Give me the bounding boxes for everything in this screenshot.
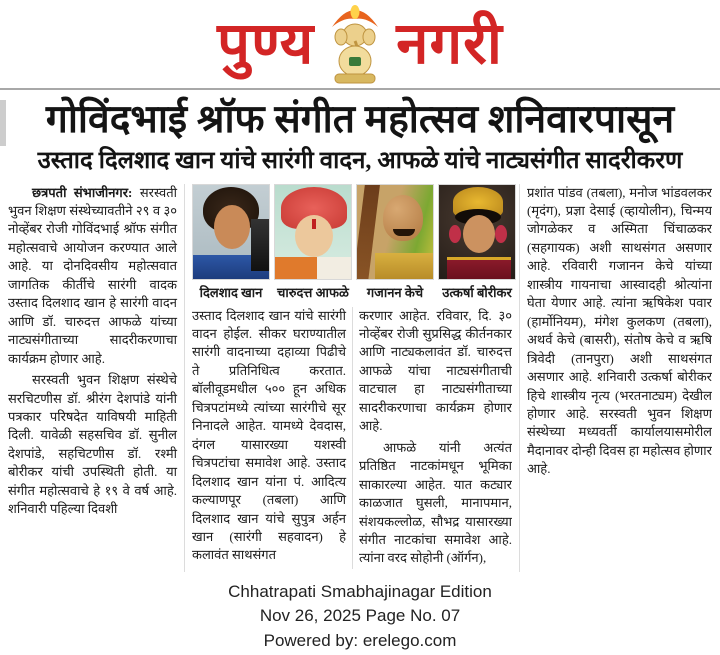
portrait-face [214, 205, 250, 249]
masthead-title-left: पुण्य [217, 11, 315, 76]
middle-text-columns [192, 307, 512, 569]
photo-strip [192, 184, 512, 301]
photo-dilshad-khan [192, 184, 270, 301]
portrait-clothing [275, 257, 351, 279]
text-column-3 [352, 307, 512, 569]
photo-caption: उत्कर्षा बोरीकर [442, 284, 512, 300]
portrait-clothing [375, 253, 434, 279]
edition-line: Chhatrapati Smabhajinagar Edition [228, 581, 492, 601]
article-body [0, 184, 720, 572]
photo-caption: गजानन केचे [366, 284, 424, 300]
portrait-tilak [312, 219, 316, 229]
paragraph-text: सरस्वती भुवन शिक्षण संस्थेच्यावतीने २९ व ३० नोव्हेंबर रोजी गोविंदभाई श्रॉफ संगीत महोत्सवाचे आयोजन करण्यात आले आहे. या दोनदिवसीय महोत्सवात जागतिक कीर्तीचे सारंगी वादक उस्ताद दिलशाद खान हे सारंगी वादन आणि डॉ. चारुदत्त आफळे यांच्या नाट्यसंगीताच्या सादरीकरणाचा कार्यक्रम होणार आहे. [8, 184, 178, 366]
paragraph: सरस्वती भुवन शिक्षण संस्थेचे सरचिटणीस डॉ. श्रीरंग देशपांडे यांनी पत्रकार परिषदेत याविषयी माहिती दिली. यावेळी सहसचिव डॉ. सुनील देशपांडे, सहचिटणीस डॉ. रश्मी बोरीकर यांची उपस्थिती होती. या संगीत महोत्सवाचे हे १९ वे वर्ष आहे. शनिवारी पहिल्या दिवशी [8, 372, 177, 517]
text-column-4 [520, 184, 712, 572]
masthead-divider [0, 88, 720, 90]
ganesha-icon [324, 1, 386, 87]
middle-section [184, 184, 520, 572]
headline: गोविंदभाई श्रॉफ संगीत महोत्सव शनिवारपासून [45, 98, 675, 141]
text-column-2 [192, 307, 352, 569]
paragraph: प्रशांत पांडव (तबला), मनोज भांडवलकर (मृदंग), प्रज्ञा देसाई (व्हायोलीन), चिन्मय जोगळेकर व अस्मिता चिंचाळकर (सहगायक) अशी साथसंगत असणार आहे. रविवारी गजानन केचे यांच्या शास्त्रीय गायनाचा आस्वादही श्रोत्यांना घेता येणार आहे. त्यांना ऋषिकेश पवार (हार्मोनियम), मंगेश कुलकण (तबला), अथर्व केचे (बासरी), संतोष केचे व ऋषि त्रिवेदी (तानपुरा) अशी साथसंगत असणार आहे. शनिवारी उत्कर्षा बोरीकर हिचे शास्त्रीय नृत्य (भरतनाट्यम) देखील होणार आहे. सरस्वती भुवन शिक्षण संस्थेच्या मध्यवर्ती कार्यालयासमोरील मैदानावर दोन्ही दिवस हा महोत्सव होणार आहे. [527, 184, 712, 477]
photo-gajanan-keche [356, 184, 434, 301]
portrait-clothing [447, 257, 511, 279]
portrait-mustache [393, 229, 415, 236]
scan-edge-artifact [0, 100, 6, 146]
powered-by-line: Powered by: erelego.com [263, 630, 457, 650]
photo-charudatta-aphale [274, 184, 352, 301]
portrait-image [274, 184, 352, 280]
masthead-title-right: नगरी [396, 11, 503, 76]
dateline: छत्रपती संभाजीनगर: [32, 184, 133, 200]
subheadline: उस्ताद दिलशाद खान यांचे सारंगी वादन, आफळे यांचे नाट्यसंगीत सादरीकरण [37, 147, 683, 174]
photo-caption: दिलशाद खान [199, 284, 263, 300]
paragraph: उस्ताद दिलशाद खान यांचे सारंगी वादन होईल. सीकर घराण्यातील सारंगी वादनाच्या दहाव्या पिढीचे ते प्रतिनिधित्व करतात. बॉलीवूडमधील ५०० हून अधिक चित्रपटांमध्ये त्यांच्या सारंगीचे सूर निनादले आहेत. यामध्ये देवदास, दंगल यासारख्या यशस्वी चित्रपटांचा समावेश आहे. उस्ताद दिलशाद खान यांना पं. आदित्य कल्याणपूर (तबला) आणि दिलशाद खान यांचे सुपुत्र अर्हन खान (सारंगी सहवादन) हे कलावंत साथसंगत [192, 307, 346, 563]
photo-caption: चारुदत्त आफळे [277, 284, 349, 300]
date-page-line: Nov 26, 2025 Page No. 07 [259, 606, 461, 626]
portrait-face [463, 215, 495, 253]
paragraph: करणार आहेत. रविवार, दि. ३० नोव्हेंबर रोजी सुप्रसिद्ध कीर्तनकार आणि नाट्यकलावंत डॉ. चारुदत्त आफळे यांचा नाट्यसंगीताची वाटचाल हा नाट्यसंगीताच्या सादरीकरणाचा कार्यक्रम होणार आहे. [359, 307, 512, 434]
text-column-1 [8, 184, 184, 572]
portrait-image [438, 184, 516, 280]
footer [0, 580, 720, 654]
portrait-image [356, 184, 434, 280]
paragraph: आफळे यांनी अत्यंत प्रतिष्ठित नाटकांमधून भूमिका साकारल्या आहेत. यात कट्यार काळजात घुसली, मानापमान, संशयकल्लोळ, सौभद्र यासारख्या संगीत नाटकांचा समावेश आहे. त्यांना वरद सोहोनी (ऑर्गन), [359, 439, 512, 566]
masthead [0, 0, 720, 88]
paragraph [8, 184, 177, 369]
photo-utkarsha-borikar [438, 184, 516, 301]
portrait-image [192, 184, 270, 280]
portrait-background-object [251, 219, 269, 271]
portrait-flower-left [449, 225, 461, 243]
portrait-flower-right [495, 225, 507, 243]
